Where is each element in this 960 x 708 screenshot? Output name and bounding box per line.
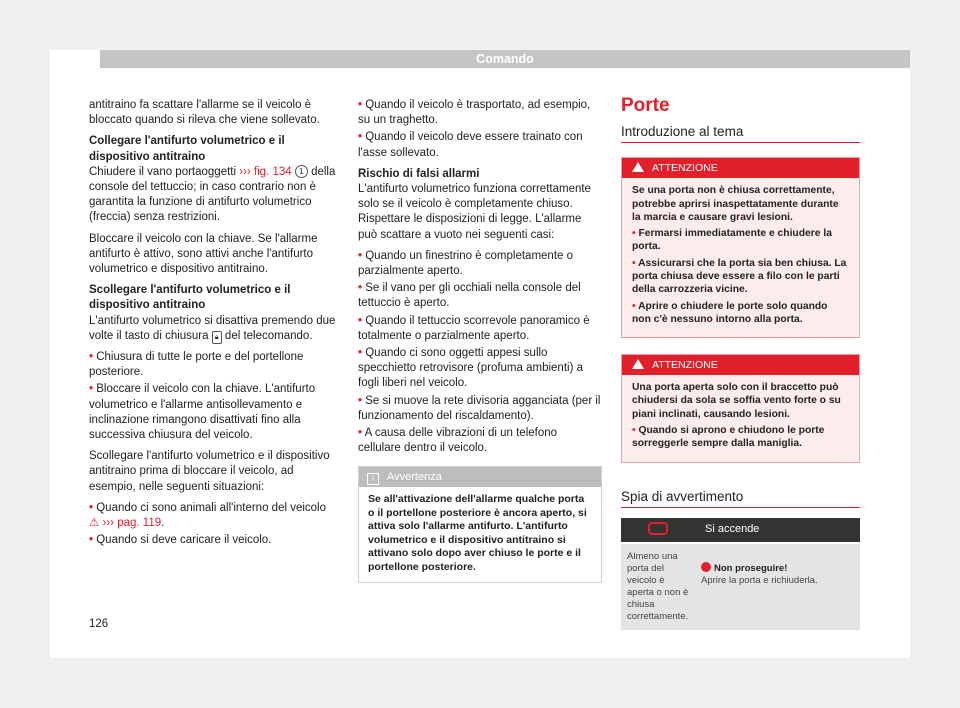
info-icon: i xyxy=(367,473,379,485)
bullet-icon: • xyxy=(358,249,363,262)
bullet-icon: • xyxy=(632,425,636,437)
paragraph: L'antifurto volumetrico funziona correttamente solo se il veicolo è completamente chiuso. Rispettare le disposizioni di legge. L'allarme può scattare a vuoto nei seguenti casi: xyxy=(358,183,591,241)
bullet-icon: • xyxy=(89,534,94,547)
paragraph: Bloccare il veicolo con la chiave. Se l'allarme antifurto è attivo, sono attivi anche l'antifurto volumetrico e dispositivo antitraino. xyxy=(89,232,318,276)
bullet-icon: • xyxy=(358,427,363,440)
callout-number: 1 xyxy=(295,165,308,178)
list-item: • Quando si deve caricare il veicolo. xyxy=(89,534,272,547)
bullet-icon: • xyxy=(89,501,94,514)
note-text: Se all'attivazione dell'allarme qualche porta o il portellone posteriore è ancora aperto, si attiva solo l'allarme antifurto. L'antifurto volumetrico e il dispositivo antitraino si attivano solo dopo aver chiuso le porte e il portellone posteriore. xyxy=(368,493,587,573)
section-title: Porte xyxy=(621,95,670,116)
section-subtitle: Introduzione al tema xyxy=(621,124,860,143)
fig-link[interactable]: ››› fig. 134 xyxy=(239,165,292,178)
bullet-icon: • xyxy=(632,257,636,269)
door-open-icon xyxy=(621,518,695,543)
heading-false-alarms: Rischio di falsi allarmi xyxy=(358,167,480,180)
bullet-icon: • xyxy=(358,314,363,327)
list-item: • Quando ci sono oggetti appesi sullo specchietto retrovisore (profuma ambienti) a fogli liberi nel veicolo. xyxy=(358,347,583,390)
bullet-icon: • xyxy=(632,300,636,312)
bullet-icon: • xyxy=(358,394,363,407)
column-right xyxy=(621,95,860,630)
warning-box xyxy=(621,354,860,462)
bullet-icon: • xyxy=(358,131,363,144)
heading-activate: Collegare l'antifurto volumetrico e il dispositivo antitraino xyxy=(89,135,285,163)
list-item: • Quando il tettuccio scorrevole panoramico è totalmente o parzialmente aperto. xyxy=(358,314,590,342)
note-header: i Avvertenza xyxy=(359,467,601,487)
warning-light-title: Spia di avvertimento xyxy=(621,489,860,508)
list-item: • A causa delle vibrazioni di un telefono cellulare dentro il veicolo. xyxy=(358,427,558,455)
paragraph: L'antifurto volumetrico si disattiva premendo due volte il tasto di chiusura 🔒︎ del telecomando. xyxy=(89,314,336,342)
bullet-icon: • xyxy=(632,228,636,240)
list-item: • Quando il veicolo deve essere trainato con l'asse sollevato. xyxy=(358,131,583,159)
warning-text: Se una porta non è chiusa correttamente, potrebbe aprirsi inaspettatamente durante la marcia e causare gravi lesioni. • Fermarsi immediatamente e chiudere la porta. • Assicurarsi che la porta sia ben chiusa. La porta chiusa deve essere a filo con le parti della carrozzeria vicine. • Aprire o chiudere le porte solo quando non c'è nessuno intorno alla porta. xyxy=(632,185,847,325)
paragraph: Scollegare l'antifurto volumetrico e il dispositivo antitraino prima di bloccare il veicolo, ad esempio, nelle seguenti situazioni: xyxy=(89,450,330,493)
list-item: • Chiusura di tutte le porte e del portellone posteriore. xyxy=(89,351,304,379)
warning-header: ATTENZIONE xyxy=(622,158,859,178)
list-item: • Quando il veicolo è trasportato, ad esempio, su un traghetto. xyxy=(358,99,591,127)
column-left xyxy=(89,98,339,550)
bullet-icon: • xyxy=(358,99,363,111)
bullet-icon: • xyxy=(358,282,363,295)
table-header-row xyxy=(621,518,860,543)
warning-triangle-icon: ⚠ xyxy=(89,517,100,530)
list-item: • Se si muove la rete divisoria agganciata (per il funzionamento del riscaldamento). xyxy=(358,394,601,422)
warning-triangle-icon xyxy=(632,162,644,172)
table-cell: Non proseguire! Aprire la porta e richiuderla. xyxy=(695,543,860,630)
list-item: • Quando un finestrino è completamente o parzialmente aperto. xyxy=(358,249,574,278)
column-middle xyxy=(358,98,602,583)
paragraph: antitraino fa scattare l'allarme se il veicolo è bloccato quando si rileva che viene sollevato. xyxy=(89,99,320,127)
page-header: Comando xyxy=(100,50,910,68)
list-item: • Se il vano per gli occhiali nella console del tettuccio è aperto. xyxy=(358,282,581,310)
warning-triangle-icon xyxy=(632,359,644,369)
list-item: • Quando ci sono animali all'interno del veicolo ⚠ ››› pag. 119. xyxy=(89,501,327,530)
lock-key-icon: 🔒︎ xyxy=(212,331,222,344)
warning-light-table xyxy=(621,518,860,630)
heading-deactivate: Scollegare l'antifurto volumetrico e il dispositivo antitraino xyxy=(89,284,291,312)
table-row xyxy=(621,543,860,630)
paragraph: Chiudere il vano portaoggetti ››› fig. 134 1 della console del tettuccio; in caso contrario non è garantita la funzione di antifurto volumetrico (freccia) senza restrizioni. xyxy=(89,165,336,224)
warning-header: ATTENZIONE xyxy=(622,355,859,375)
page-link[interactable]: ››› pag. 119 xyxy=(102,517,162,530)
list-item: • Bloccare il veicolo con la chiave. L'antifurto volumetrico e l'allarme antisollevamento e inclinazione rimangono disattivati fino alla successiva chiusura del veicolo. xyxy=(89,383,316,442)
warning-box xyxy=(621,157,860,338)
manual-page xyxy=(50,50,910,658)
warning-text: Una porta aperta solo con il braccetto può chiudersi da sola se soffia vento forte o su piani inclinati, causando lesioni. • Quando si aprono e chiudono le porte sorreggerle sempre dalla maniglia. xyxy=(632,382,841,450)
bullet-icon: • xyxy=(358,347,363,360)
warning-dot-icon xyxy=(701,562,711,572)
note-box xyxy=(358,466,602,583)
bullet-icon: • xyxy=(89,351,94,364)
page-number: 126 xyxy=(89,618,109,630)
column-header: Si accende xyxy=(695,518,860,543)
bullet-icon: • xyxy=(89,383,94,396)
table-cell: Almeno una porta del veicolo è aperta o non è chiusa correttamente. xyxy=(621,543,695,630)
